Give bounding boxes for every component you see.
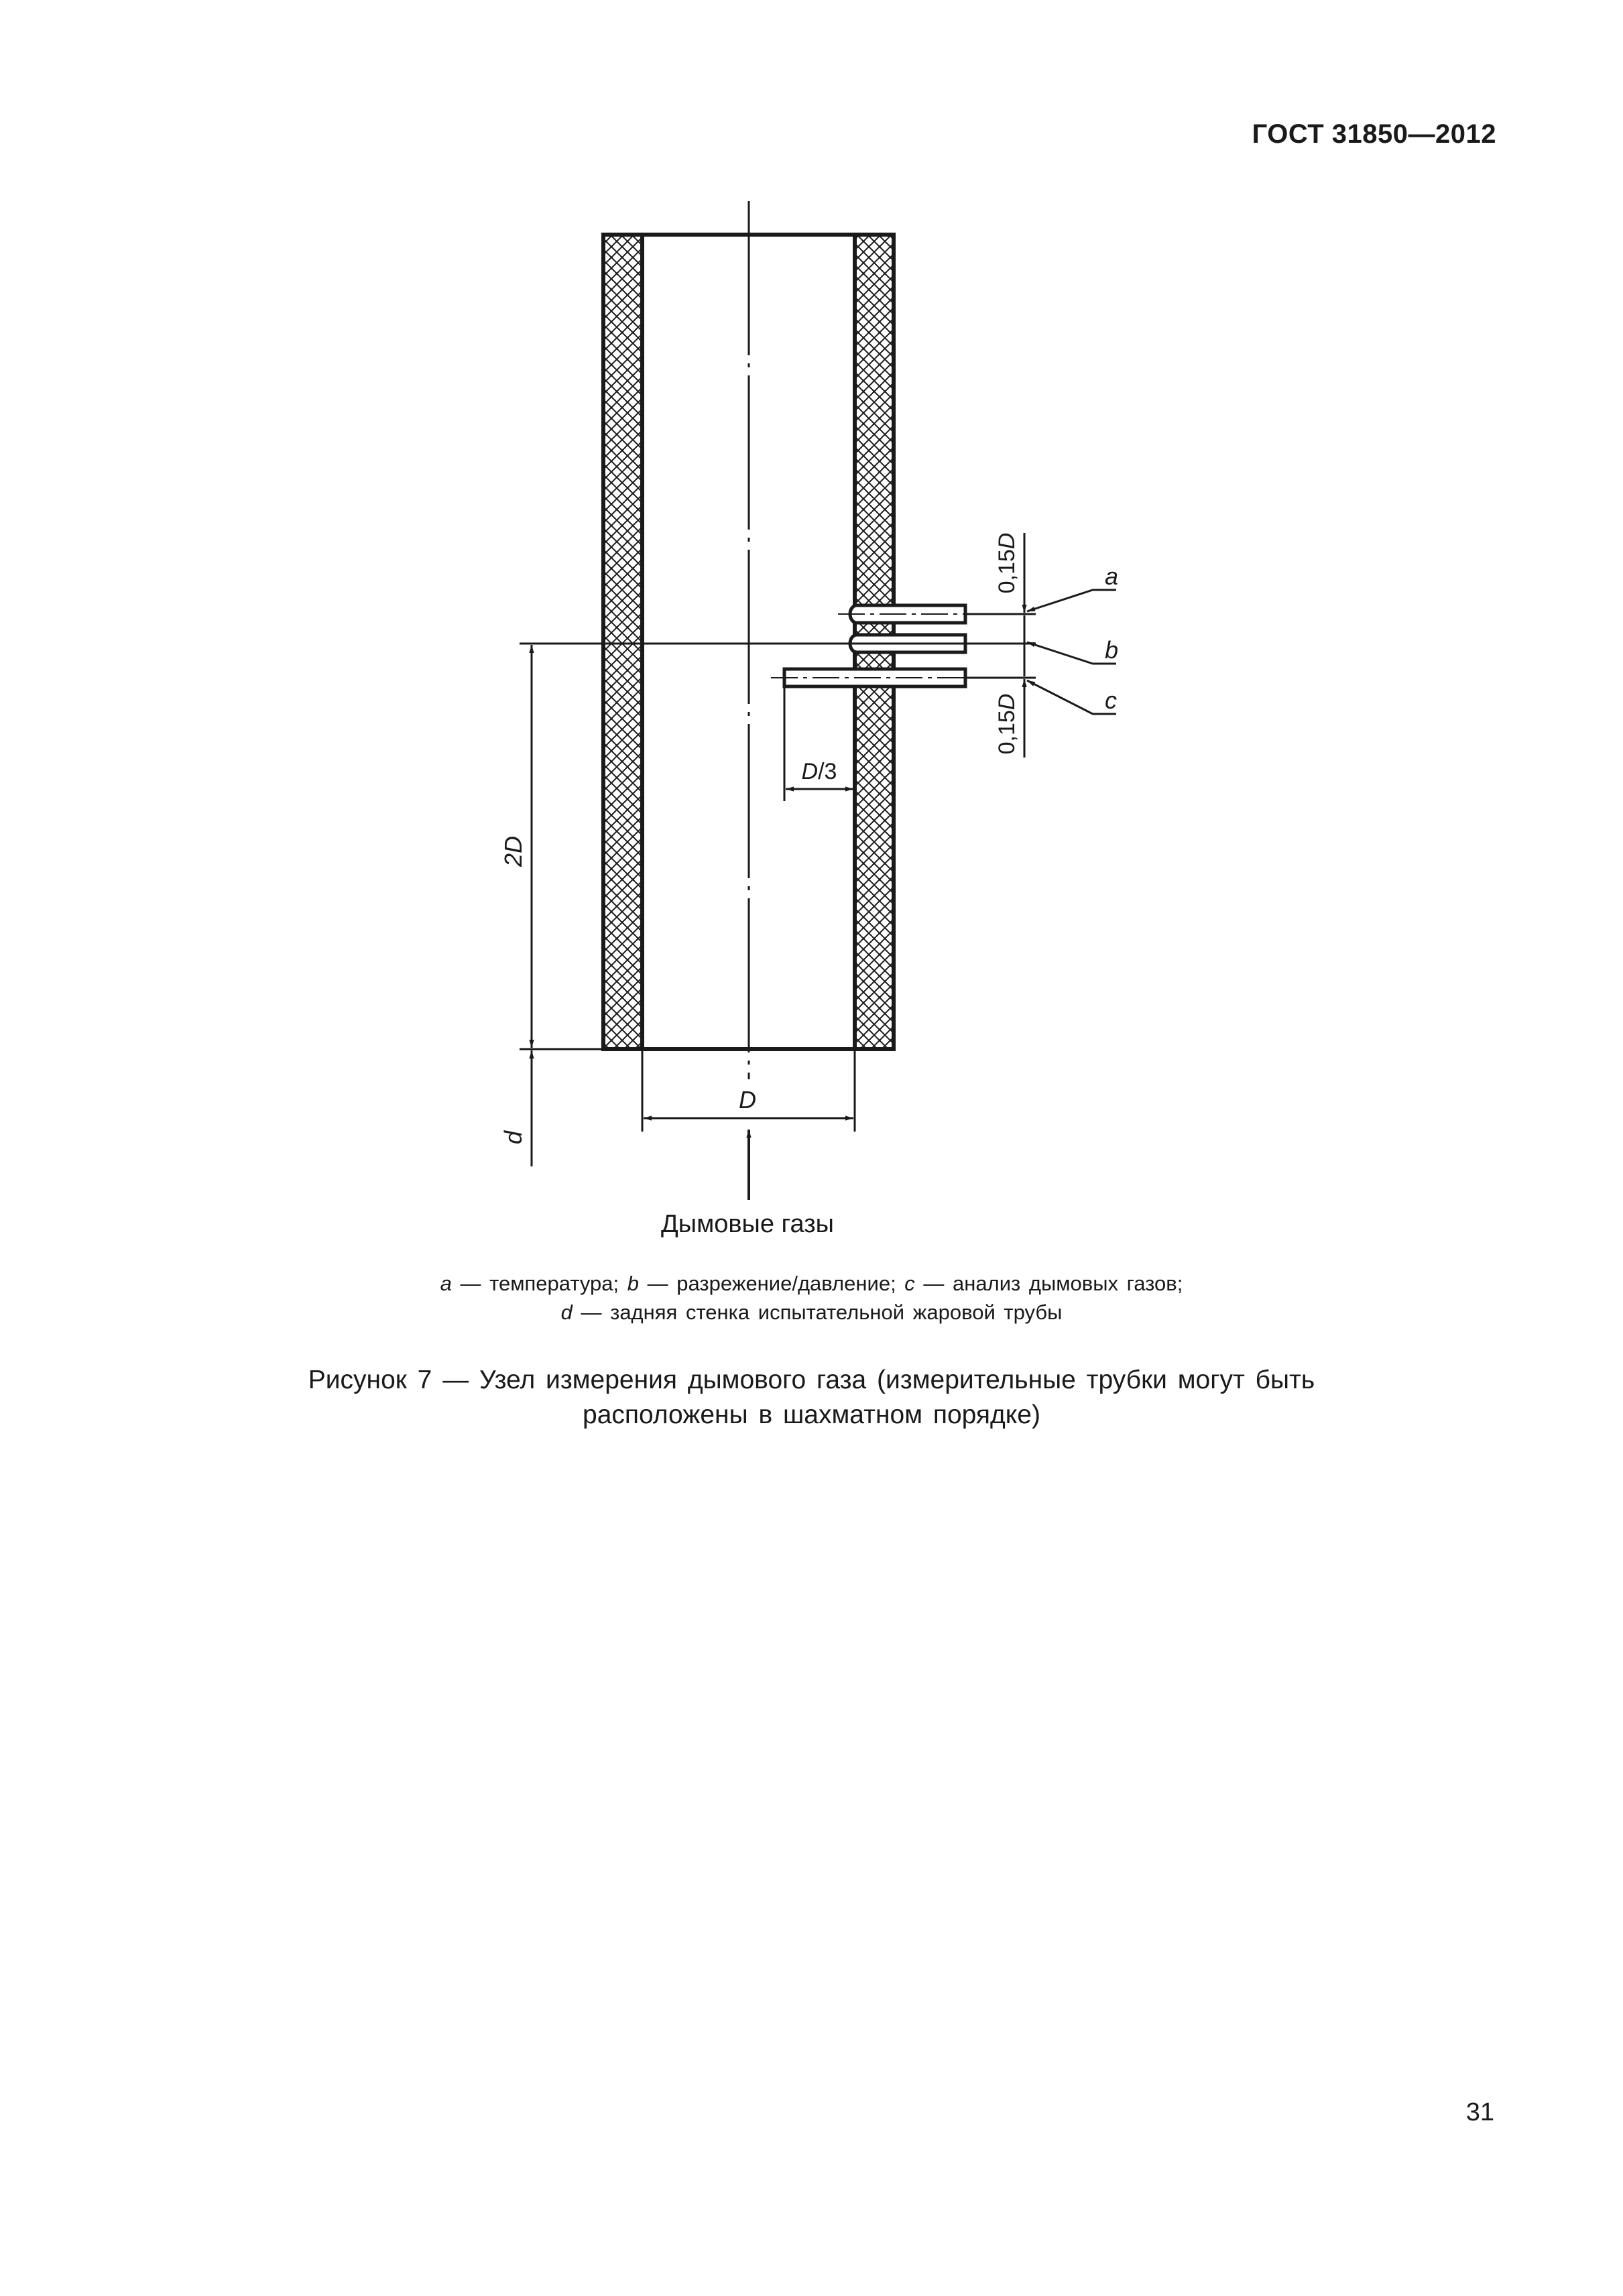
legend-key-a: a [440,1272,452,1295]
dimension-2d-label: 2D [499,835,527,867]
probe-a [838,605,979,623]
legend-key-b: b [627,1272,639,1295]
probe-c [771,669,979,686]
legend-text-b: — разрежение/давление; [639,1272,905,1295]
dimension-d3-label: D/3 [801,759,837,784]
leader-c [1027,680,1116,714]
pipe-wall-left [603,235,642,1049]
legend-key-c: c [904,1272,915,1295]
page-number: 31 [1465,2098,1494,2126]
dimension-diameter-label: D [739,1086,756,1113]
leader-b [1027,642,1116,664]
figure-caption [0,1363,1623,1433]
probe-label-c: c [1105,686,1117,714]
legend-line-2 [0,1298,1623,1327]
dimension-015d-upper-label: 0,15D [994,532,1020,594]
probe-label-a: a [1105,562,1119,590]
legend-text-d: — задняя стенка испытательной жаровой трубы [572,1301,1063,1324]
legend-text-c: — анализ дымовых газов; [914,1272,1183,1295]
leader-a [1027,590,1116,611]
probe-label-b: b [1105,636,1119,664]
caption-line-2: расположены в шахматном порядке) [583,1400,1040,1429]
document-id-header: ГОСТ 31850—2012 [1252,119,1496,149]
legend-text-a: — температура; [451,1272,627,1295]
dimension-d-label: d [499,1130,527,1145]
caption-line-1: Рисунок 7 — Узел измерения дымового газа (измерительные трубки могут быть [308,1366,1315,1394]
figure-legend [0,1269,1623,1327]
legend-key-d: d [560,1301,573,1324]
dimension-015d-lower-label: 0,15D [994,693,1020,755]
legend-line-1 [0,1269,1623,1298]
flue-gas-label: Дымовые газы [661,1210,834,1238]
